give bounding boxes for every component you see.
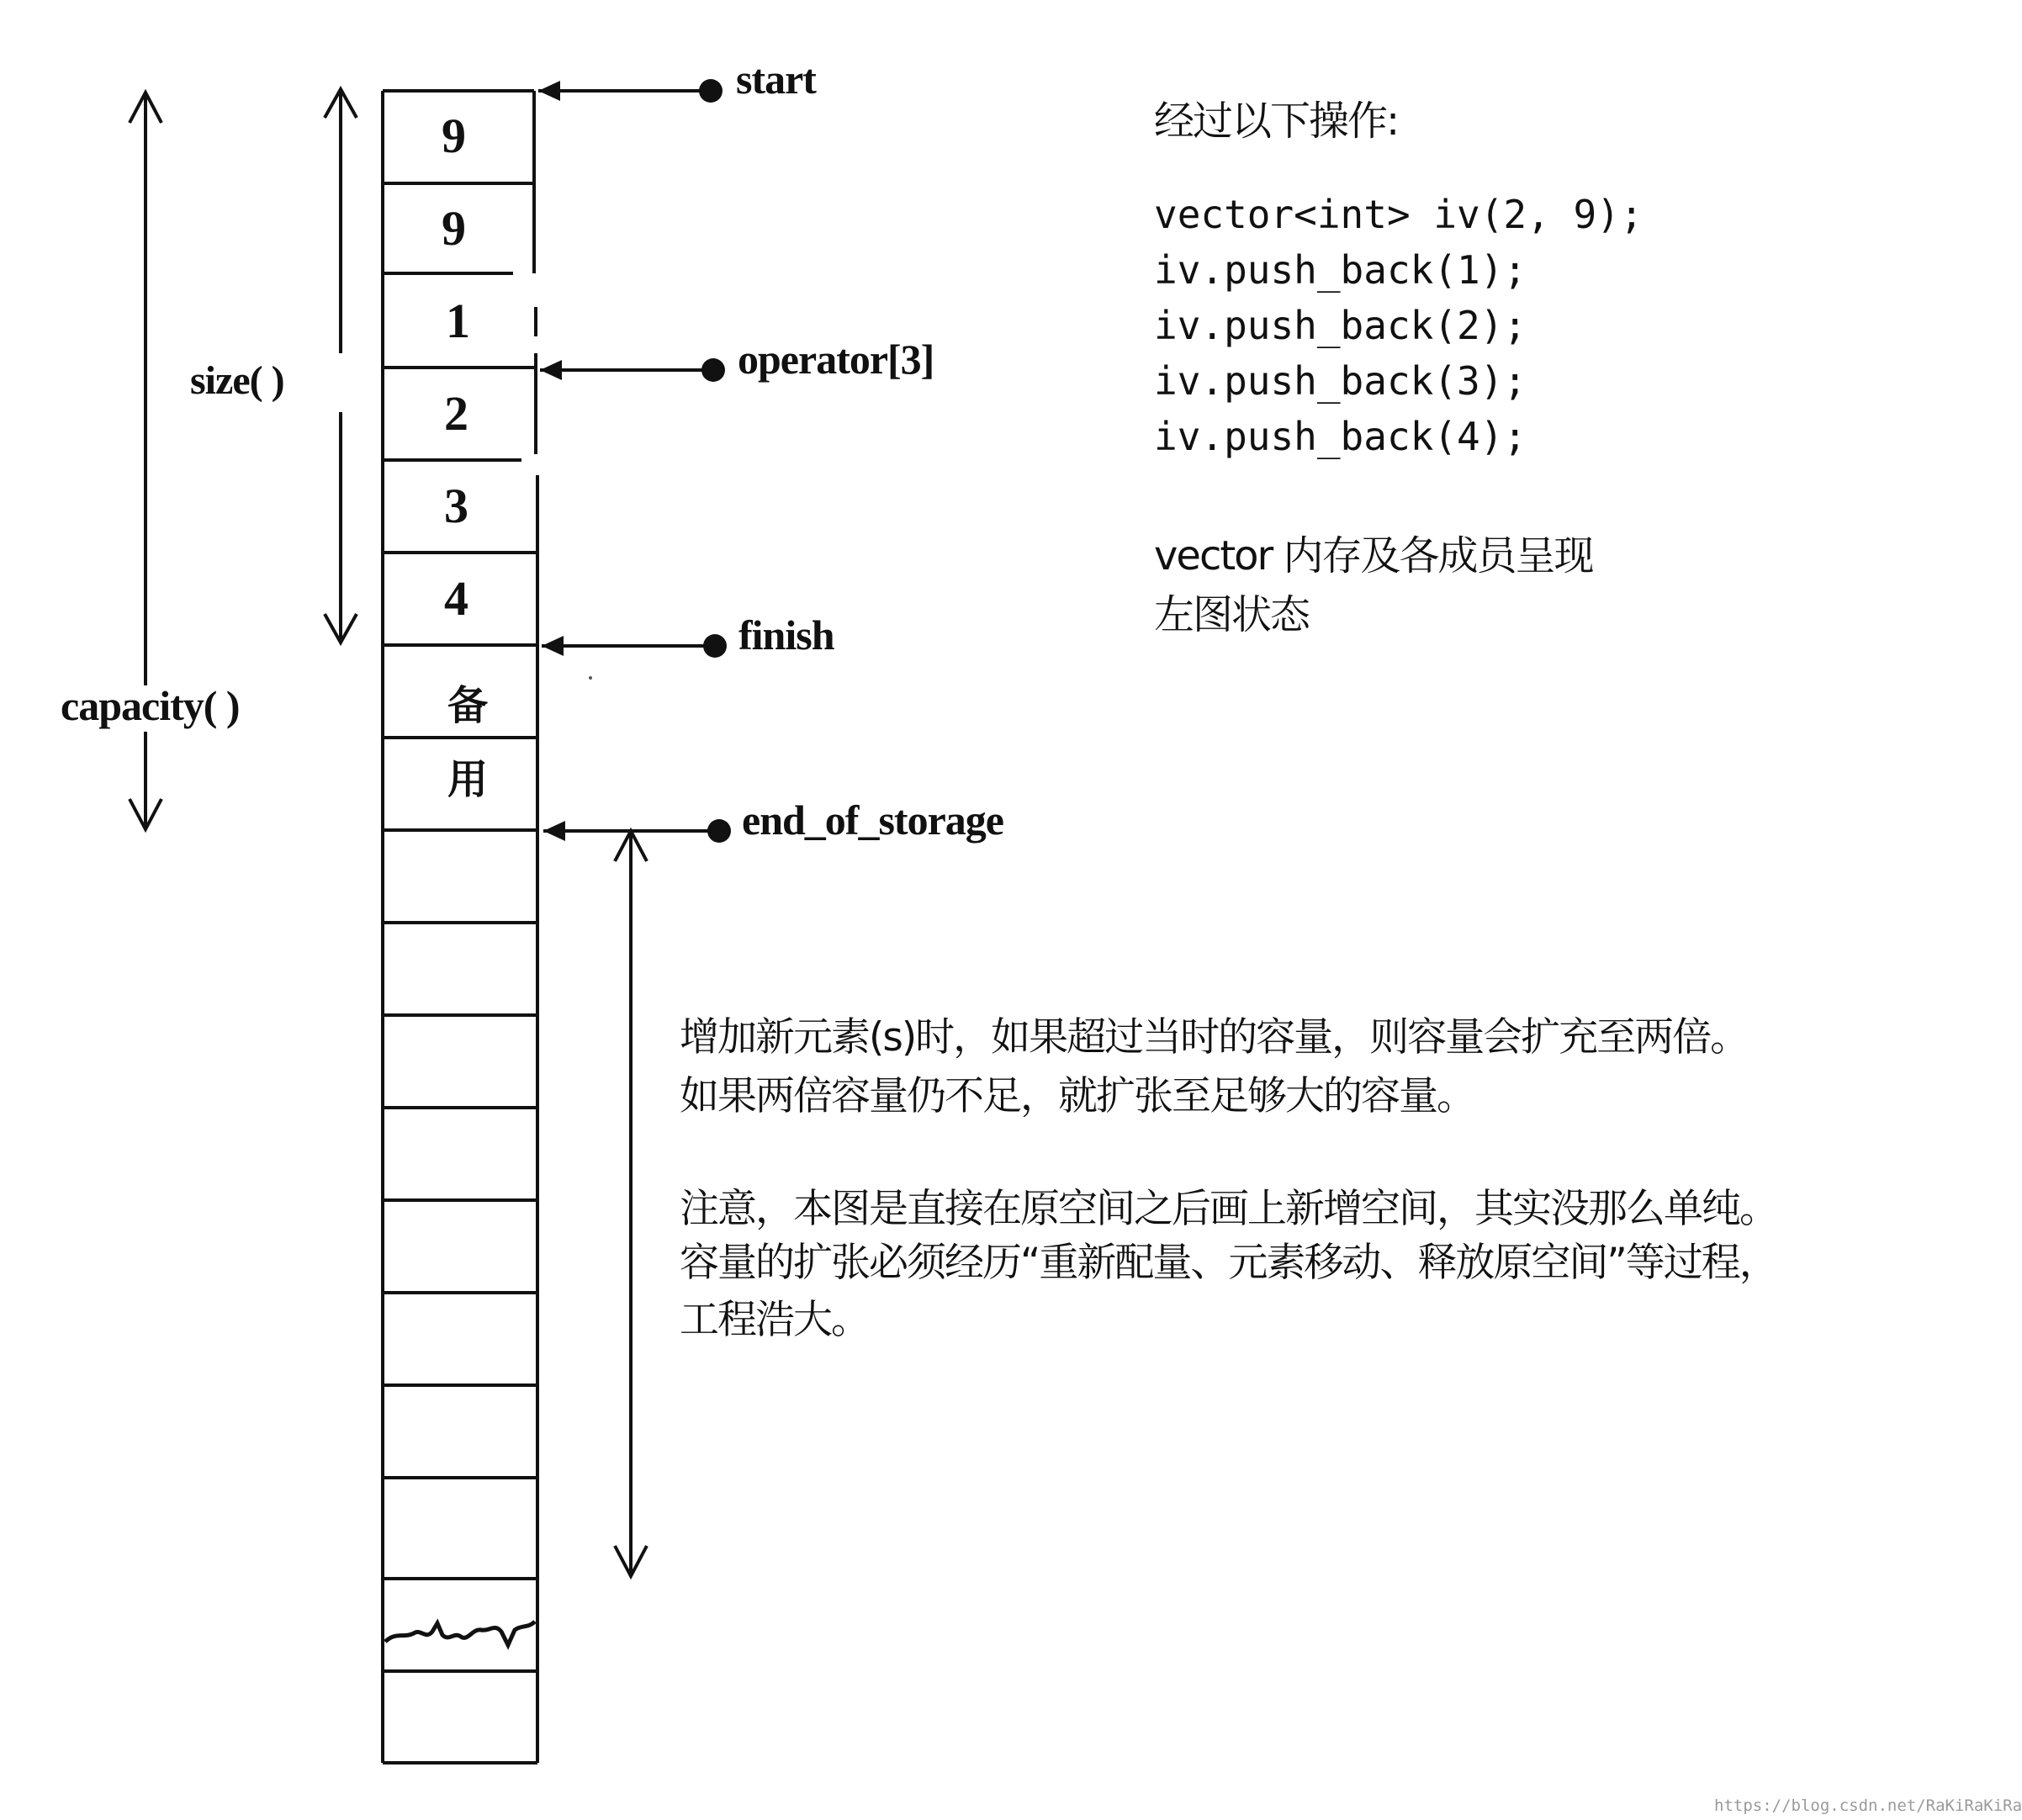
- watermark-url: https://blog.csdn.net/RaKiRaKiRa: [1714, 1796, 2022, 1815]
- cell-value-4: 3: [444, 479, 468, 533]
- start-label: start: [736, 56, 816, 103]
- description-line-2: 左图状态: [1154, 591, 1310, 638]
- operator-label: operator[3]: [738, 336, 934, 383]
- operator-pointer: [540, 358, 725, 382]
- cell-value-0: 9: [442, 108, 466, 163]
- cell-value-5: 4: [444, 571, 468, 626]
- description-line-1: vector 内存及各成员呈现: [1154, 532, 1593, 579]
- cell-value-1: 9: [442, 201, 466, 256]
- finish-pointer: [542, 634, 727, 658]
- operations-heading: 经过以下操作:: [1154, 98, 1399, 145]
- note-paragraph-1-line-1: 增加新元素(s)时，如果超过当时的容量，则容量会扩充至两倍。: [680, 1014, 1749, 1061]
- end-of-storage-pointer: [543, 819, 731, 843]
- note-paragraph-2-line-3: 工程浩大。: [680, 1297, 869, 1343]
- code-line-2: iv.push_back(1);: [1154, 247, 1527, 293]
- cell-reserve-char-1: 备: [447, 682, 489, 729]
- code-line-3: iv.push_back(2);: [1154, 303, 1527, 348]
- squiggle-mark: [385, 1622, 535, 1645]
- finish-label: finish: [738, 611, 834, 659]
- end-of-storage-label: end_of_storage: [742, 796, 1003, 844]
- capacity-label: capacity( ): [61, 682, 240, 729]
- size-dimension-arrow: [325, 89, 357, 643]
- note-paragraph-2-line-1: 注意，本图是直接在原空间之后画上新增空间，其实没那么单纯。: [680, 1186, 1777, 1232]
- stray-dot: [589, 676, 592, 680]
- code-line-1: vector<int> iv(2, 9);: [1154, 192, 1644, 237]
- size-label: size( ): [190, 358, 284, 403]
- note-paragraph-2-line-2: 容量的扩张必须经历“重新配量、元素移动、释放原空间”等过程，: [680, 1240, 1777, 1286]
- start-pointer: [538, 79, 723, 103]
- cell-reserve-char-2: 用: [447, 756, 489, 803]
- expansion-dimension-arrow: [615, 831, 647, 1576]
- code-line-4: iv.push_back(3);: [1154, 358, 1527, 404]
- note-paragraph-1-line-2: 如果两倍容量仍不足，就扩张至足够大的容量。: [680, 1073, 1474, 1119]
- cell-value-3: 2: [444, 386, 468, 441]
- cell-value-2: 1: [446, 294, 470, 348]
- code-line-5: iv.push_back(4);: [1154, 414, 1527, 459]
